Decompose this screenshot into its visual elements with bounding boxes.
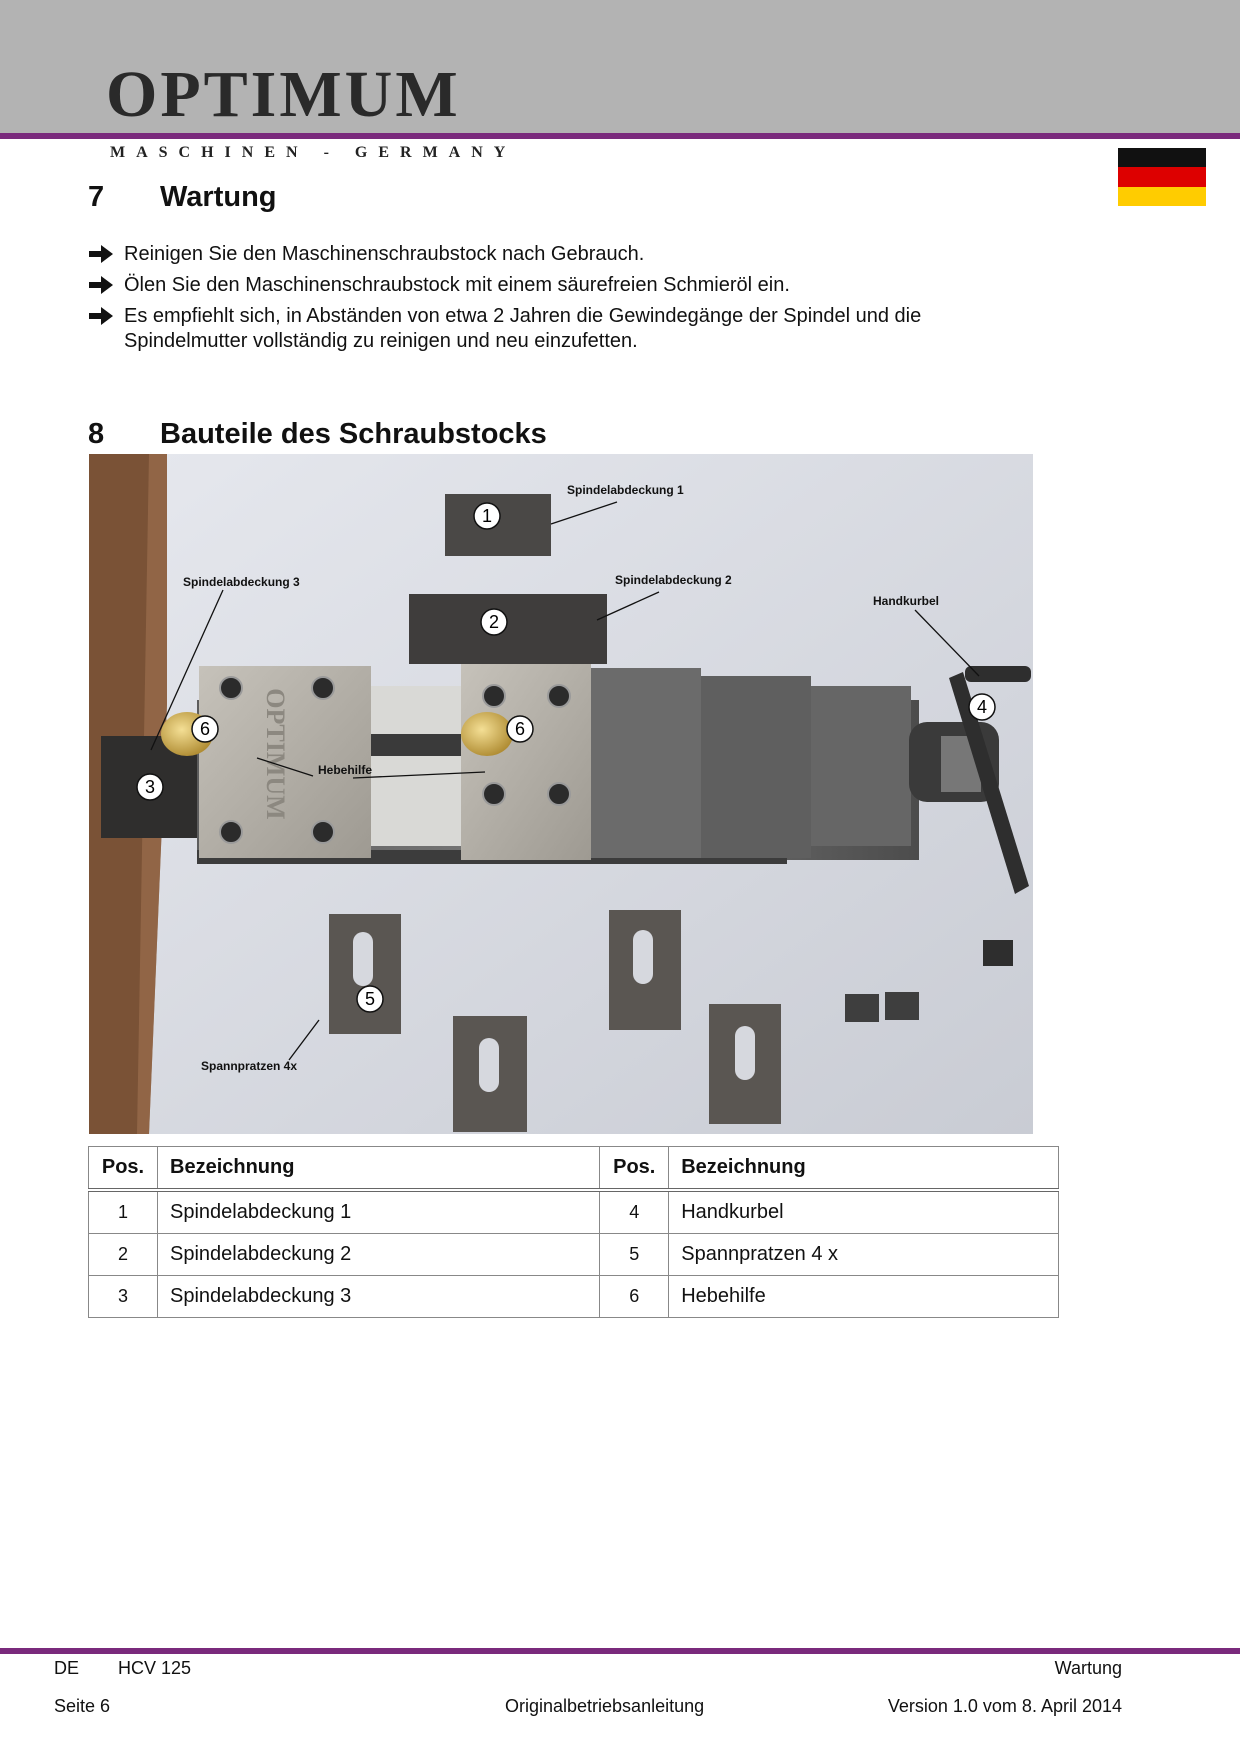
maintenance-list <box>88 242 988 360</box>
column-header-bezeichnung: Bezeichnung <box>158 1147 600 1191</box>
table-row <box>89 1190 1059 1234</box>
table-cell: Spannpratzen 4 x <box>669 1234 1059 1276</box>
svg-text:5: 5 <box>364 989 376 1009</box>
header-divider <box>0 133 1240 139</box>
table-cell: Spindelabdeckung 3 <box>158 1276 600 1318</box>
list-item: Reinigen Sie den Maschinenschraubstock nach Gebrauch. <box>88 242 988 267</box>
column-header-pos: Pos. <box>600 1147 669 1191</box>
brand-subtitle: MASCHINEN - GERMANY <box>110 144 517 161</box>
list-item: Es empfiehlt sich, in Abständen von etwa 2 Jahren die Gewindegänge der Spindel und die Spindelmutter vollständig zu reinigen und neu einzufetten. <box>88 304 988 354</box>
table-cell: 1 <box>89 1190 158 1234</box>
section-8-title: Bauteile des Schraubstocks <box>160 418 547 450</box>
svg-text:1: 1 <box>481 506 493 526</box>
label-spindelabdeckung-1: Spindelabdeckung 1 <box>567 483 684 497</box>
arrow-right-icon <box>88 305 114 327</box>
table-cell: 2 <box>89 1234 158 1276</box>
section-7-title: Wartung <box>160 181 277 213</box>
marker-5 <box>357 986 383 1012</box>
lifting-aid-right <box>461 712 513 756</box>
column-header-bezeichnung: Bezeichnung <box>669 1147 1059 1191</box>
german-flag-icon <box>1118 148 1206 206</box>
svg-text:6: 6 <box>199 719 211 739</box>
footer-divider <box>0 1648 1240 1654</box>
table-cell: 4 <box>600 1190 669 1234</box>
svg-text:3: 3 <box>144 777 156 797</box>
table-cell: Handkurbel <box>669 1190 1059 1234</box>
footer-model: HCV 125 <box>118 1658 192 1678</box>
label-spindelabdeckung-2: Spindelabdeckung 2 <box>615 573 732 587</box>
footer-doc-type: Originalbetriebsanleitung <box>505 1696 705 1716</box>
svg-text:6: 6 <box>514 719 526 739</box>
footer-section: Wartung <box>1054 1658 1122 1678</box>
marker-4 <box>969 694 995 720</box>
table-cell: Spindelabdeckung 1 <box>158 1190 600 1234</box>
table-cell: 3 <box>89 1276 158 1318</box>
table-cell: 6 <box>600 1276 669 1318</box>
svg-text:2: 2 <box>488 612 500 632</box>
table-cell: 5 <box>600 1234 669 1276</box>
arrow-right-icon <box>88 243 114 265</box>
section-7-number: 7 <box>88 181 105 213</box>
marker-6-left <box>192 716 218 742</box>
list-item: Ölen Sie den Maschinenschraubstock mit einem säurefreien Schmieröl ein. <box>88 273 988 298</box>
table-row <box>89 1234 1059 1276</box>
table-row <box>89 1276 1059 1318</box>
marker-1 <box>474 503 500 529</box>
footer-page-number: Seite 6 <box>54 1696 111 1716</box>
label-hebehilfe: Hebehilfe <box>318 763 373 777</box>
brand-logo: OPTIMUM <box>106 58 461 131</box>
vise-parts-photo <box>89 454 1033 1134</box>
marker-3 <box>137 774 163 800</box>
table-cell: Spindelabdeckung 2 <box>158 1234 600 1276</box>
table-header-row <box>89 1147 1059 1191</box>
section-8-number: 8 <box>88 418 105 450</box>
footer-language: DE <box>54 1658 80 1678</box>
cover-plate-2 <box>409 594 607 664</box>
marker-2 <box>481 609 507 635</box>
arrow-right-icon <box>88 274 114 296</box>
label-spannpratzen: Spannpratzen 4x <box>201 1059 298 1073</box>
parts-table <box>88 1146 1059 1318</box>
table-cell: Hebehilfe <box>669 1276 1059 1318</box>
label-handkurbel: Handkurbel <box>873 594 940 608</box>
column-header-pos: Pos. <box>89 1147 158 1191</box>
label-spindelabdeckung-3: Spindelabdeckung 3 <box>183 575 300 589</box>
footer-version: Version 1.0 vom 8. April 2014 <box>887 1696 1122 1716</box>
marker-6-right <box>507 716 533 742</box>
svg-text:4: 4 <box>976 697 988 717</box>
moving-jaw <box>461 664 591 860</box>
plate-engraving: OPTIMUM <box>261 688 290 820</box>
cover-plate-1 <box>445 494 551 556</box>
